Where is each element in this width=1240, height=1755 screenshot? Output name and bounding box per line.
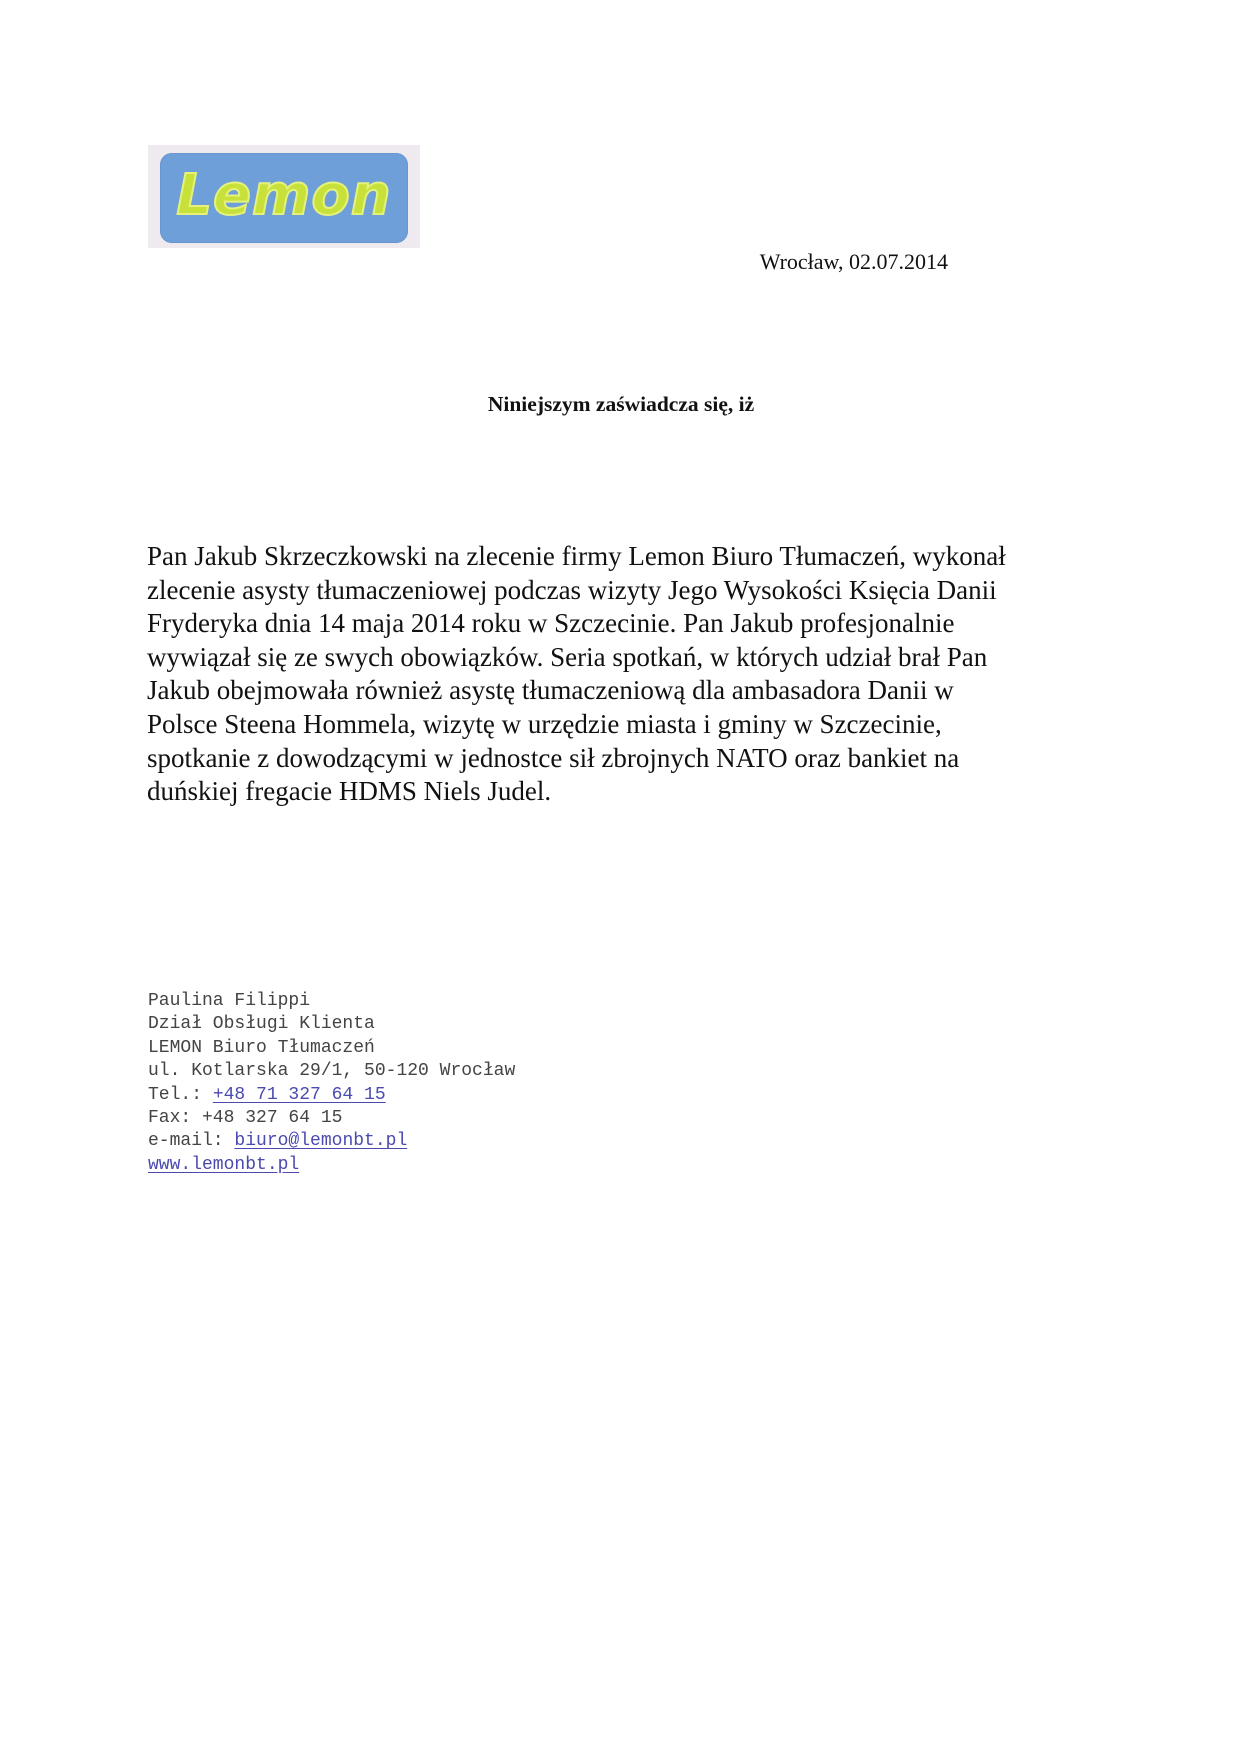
email-label: e-mail:	[148, 1131, 235, 1152]
fax-line: Fax: +48 327 64 15	[148, 1108, 343, 1129]
logo-wordmark: Lemon	[176, 162, 392, 228]
company-address: ul. Kotlarska 29/1, 50-120 Wrocław	[148, 1061, 516, 1082]
company-logo	[148, 145, 420, 248]
body-line: wywiązał się ze swych obowiązków. Seria spotkań, w których udział brał Pan	[147, 641, 988, 672]
company-name: LEMON Biuro Tłumaczeń	[148, 1037, 375, 1058]
phone-label: Tel.:	[148, 1084, 213, 1105]
signatory-department: Dział Obsługi Klienta	[148, 1014, 375, 1035]
certificate-body	[147, 540, 1087, 809]
signature-block	[148, 990, 515, 1177]
website-line	[148, 1154, 515, 1177]
body-line: Pan Jakub Skrzeczkowski na zlecenie firmy Lemon Biuro Tłumaczeń, wykonał	[147, 541, 1006, 571]
phone-link[interactable]: +48 71 327 64 15	[212, 1084, 386, 1105]
body-line: zlecenie asysty tłumaczeniowej podczas wizyty Jego Wysokości Księcia Danii	[147, 574, 997, 605]
place-and-date: Wrocław, 02.07.2014	[759, 249, 948, 274]
body-line: Jakub obejmowała również asystę tłumaczeniową dla ambasadora Danii w	[147, 675, 954, 706]
logo-badge	[160, 153, 408, 243]
body-line: spotkanie z dowodzącymi w jednostce sił zbrojnych NATO oraz bankiet na	[147, 742, 960, 773]
body-line: duńskiej fregacie HDMS Niels Judel.	[147, 776, 552, 807]
body-line: Polsce Steena Hommela, wizytę w urzędzie miasta i gminy w Szczecinie,	[147, 708, 942, 739]
phone-line	[148, 1084, 515, 1107]
website-link[interactable]: www.lemonbt.pl	[148, 1154, 300, 1175]
signatory-name: Paulina Filippi	[148, 991, 311, 1011]
certificate-heading: Niniejszym zaświadcza się, iż	[487, 392, 755, 416]
email-line	[148, 1130, 515, 1153]
body-line: Fryderyka dnia 14 maja 2014 roku w Szczecinie. Pan Jakub profesjonalnie	[147, 608, 955, 639]
email-link[interactable]: biuro@lemonbt.pl	[234, 1131, 408, 1152]
